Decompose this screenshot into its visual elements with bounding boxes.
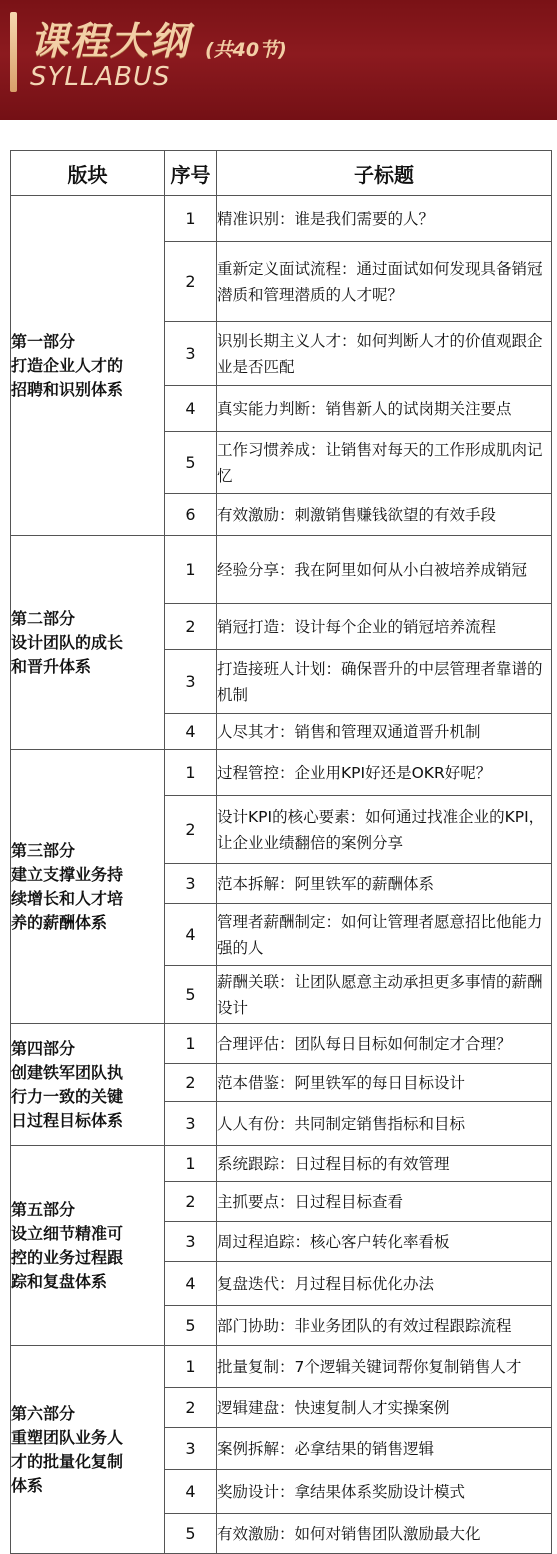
lesson-subtitle: 范本拆解：阿里铁军的薪酬体系 <box>217 864 552 904</box>
column-header-section: 版块 <box>11 151 165 196</box>
lesson-subtitle: 精准识别：谁是我们需要的人？ <box>217 196 552 242</box>
lesson-subtitle: 真实能力判断：销售新人的试岗期关注要点 <box>217 386 552 432</box>
accent-bar <box>10 12 17 92</box>
table-row <box>11 1024 552 1064</box>
section-name-line: 第六部分 <box>11 1403 76 1423</box>
section-name-line: 养的薪酬体系 <box>11 912 108 932</box>
lesson-subtitle: 有效激励：如何对销售团队激励最大化 <box>217 1514 552 1554</box>
table-row <box>11 750 552 796</box>
lesson-number: 1 <box>165 1146 217 1182</box>
section-name-line: 创建铁军团队执 <box>11 1062 124 1082</box>
lesson-number: 4 <box>165 904 217 966</box>
lesson-number: 4 <box>165 1262 217 1306</box>
section-name-line: 第三部分 <box>11 840 76 860</box>
lesson-number: 2 <box>165 604 217 650</box>
lesson-number: 2 <box>165 1182 217 1222</box>
lesson-number: 1 <box>165 536 217 604</box>
page-subtitle: SYLLABUS <box>30 62 171 92</box>
page-title: 课程大纲 <box>30 19 191 63</box>
section-name-line: 续增长和人才培 <box>11 888 124 908</box>
lesson-number: 1 <box>165 750 217 796</box>
lesson-subtitle: 合理评估：团队每日目标如何制定才合理？ <box>217 1024 552 1064</box>
lesson-subtitle: 批量复制：7个逻辑关键词帮你复制销售人才 <box>217 1346 552 1388</box>
lesson-number: 2 <box>165 796 217 864</box>
section-name-line: 第二部分 <box>11 608 76 628</box>
lesson-number: 4 <box>165 714 217 750</box>
column-header-number: 序号 <box>165 151 217 196</box>
lesson-number: 2 <box>165 1064 217 1102</box>
lesson-number: 6 <box>165 494 217 536</box>
lesson-subtitle: 设计KPI的核心要素：如何通过找准企业的KPI，让企业业绩翻倍的案例分享 <box>217 796 552 864</box>
section-name-line: 行力一致的关键 <box>11 1086 124 1106</box>
column-header-subtitle: 子标题 <box>217 151 552 196</box>
lesson-number: 5 <box>165 432 217 494</box>
lesson-number: 5 <box>165 966 217 1024</box>
lesson-number: 3 <box>165 322 217 386</box>
lesson-number: 3 <box>165 1222 217 1262</box>
section-name-line: 控的业务过程跟 <box>11 1247 124 1267</box>
lesson-number: 1 <box>165 196 217 242</box>
lesson-subtitle: 工作习惯养成：让销售对每天的工作形成肌肉记忆 <box>217 432 552 494</box>
lesson-subtitle: 有效激励：刺激销售赚钱欲望的有效手段 <box>217 494 552 536</box>
table-body <box>11 196 552 1554</box>
section-name-line: 设计团队的成长 <box>11 632 124 652</box>
lesson-subtitle: 系统跟踪：日过程目标的有效管理 <box>217 1146 552 1182</box>
syllabus-header <box>0 0 557 120</box>
lesson-number: 4 <box>165 386 217 432</box>
lesson-subtitle: 人尽其才：销售和管理双通道晋升机制 <box>217 714 552 750</box>
lesson-subtitle: 经验分享：我在阿里如何从小白被培养成销冠 <box>217 536 552 604</box>
lesson-subtitle: 打造接班人计划：确保晋升的中层管理者靠谱的机制 <box>217 650 552 714</box>
table-row <box>11 196 552 242</box>
lesson-subtitle: 薪酬关联：让团队愿意主动承担更多事情的薪酬设计 <box>217 966 552 1024</box>
lesson-number: 3 <box>165 1428 217 1470</box>
lesson-count: (共40节) <box>205 39 287 61</box>
section-name-line: 打造企业人才的 <box>11 355 124 375</box>
lesson-subtitle: 部门协助：非业务团队的有效过程跟踪流程 <box>217 1306 552 1346</box>
lesson-subtitle: 范本借鉴：阿里铁军的每日目标设计 <box>217 1064 552 1102</box>
lesson-number: 1 <box>165 1024 217 1064</box>
lesson-subtitle: 逻辑建盘：快速复制人才实操案例 <box>217 1388 552 1428</box>
lesson-subtitle: 主抓要点：日过程目标查看 <box>217 1182 552 1222</box>
section-name <box>11 196 165 536</box>
lesson-subtitle: 复盘迭代：月过程目标优化办法 <box>217 1262 552 1306</box>
section-name <box>11 1024 165 1146</box>
section-name-line: 体系 <box>11 1475 44 1495</box>
lesson-subtitle: 周过程追踪：核心客户转化率看板 <box>217 1222 552 1262</box>
lesson-subtitle: 销冠打造：设计每个企业的销冠培养流程 <box>217 604 552 650</box>
table-row <box>11 536 552 604</box>
syllabus-table <box>10 150 552 1554</box>
lesson-number: 1 <box>165 1346 217 1388</box>
section-name-line: 招聘和识别体系 <box>11 379 124 399</box>
section-name <box>11 1146 165 1346</box>
lesson-number: 4 <box>165 1470 217 1514</box>
section-name-line: 建立支撑业务持 <box>11 864 124 884</box>
lesson-subtitle: 人人有份：共同制定销售指标和目标 <box>217 1102 552 1146</box>
lesson-number: 2 <box>165 242 217 322</box>
section-name <box>11 536 165 750</box>
section-name-line: 和晋升体系 <box>11 656 92 676</box>
section-name-line: 重塑团队业务人 <box>11 1427 124 1447</box>
lesson-number: 5 <box>165 1306 217 1346</box>
table-row <box>11 1346 552 1388</box>
section-name-line: 日过程目标体系 <box>11 1110 124 1130</box>
section-name-line: 第五部分 <box>11 1199 76 1219</box>
section-name-line: 才的批量化复制 <box>11 1451 124 1471</box>
lesson-subtitle: 案例拆解：必拿结果的销售逻辑 <box>217 1428 552 1470</box>
section-name-line: 设立细节精准可 <box>11 1223 124 1243</box>
section-name-line: 第四部分 <box>11 1038 76 1058</box>
table-row <box>11 1146 552 1182</box>
lesson-number: 5 <box>165 1514 217 1554</box>
section-name <box>11 1346 165 1554</box>
section-name <box>11 750 165 1024</box>
lesson-number: 2 <box>165 1388 217 1428</box>
lesson-subtitle: 识别长期主义人才：如何判断人才的价值观跟企业是否匹配 <box>217 322 552 386</box>
lesson-number: 3 <box>165 650 217 714</box>
lesson-subtitle: 管理者薪酬制定：如何让管理者愿意招比他能力强的人 <box>217 904 552 966</box>
section-name-line: 第一部分 <box>11 331 76 351</box>
lesson-subtitle: 过程管控：企业用KPI好还是OKR好呢？ <box>217 750 552 796</box>
lesson-subtitle: 重新定义面试流程：通过面试如何发现具备销冠潜质和管理潜质的人才呢？ <box>217 242 552 322</box>
table-header-row <box>11 151 552 196</box>
section-name-line: 踪和复盘体系 <box>11 1271 108 1291</box>
lesson-number: 3 <box>165 1102 217 1146</box>
lesson-number: 3 <box>165 864 217 904</box>
lesson-subtitle: 奖励设计：拿结果体系奖励设计模式 <box>217 1470 552 1514</box>
